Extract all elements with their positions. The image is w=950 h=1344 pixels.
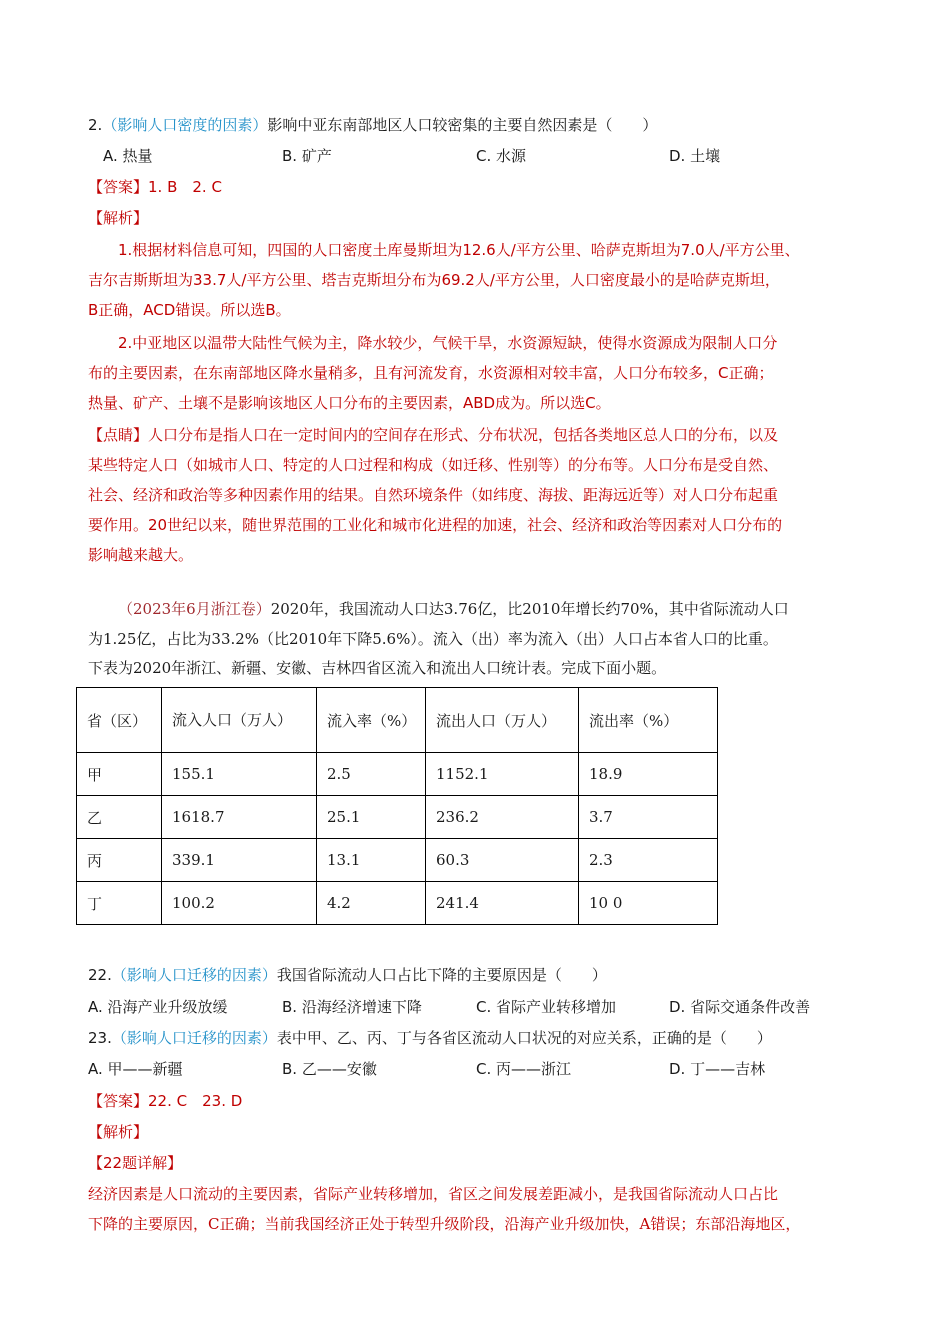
explanation-line: 吉尔吉斯斯坦为33.7人/平方公里、塔吉克斯坦分布为69.2人/平方公里，人口密度最小的是哈萨克斯坦， bbox=[88, 271, 780, 289]
option-b: B. 沿海经济增速下降 bbox=[282, 998, 422, 1016]
tip-line: 要作用。20世纪以来，随世界范围的工业化和城市化进程的加速，社会、经济和政治等因素对人口分布的 bbox=[88, 516, 783, 534]
answer-label: 【答案】 bbox=[88, 1092, 149, 1110]
table-cell: 2.5 bbox=[317, 753, 426, 796]
analysis-label: 【解析】 bbox=[88, 209, 149, 227]
table-cell: 1618.7 bbox=[162, 796, 317, 839]
question-23 bbox=[88, 1027, 772, 1049]
question-number: 22. bbox=[88, 966, 112, 984]
option-a: A. 甲——新疆 bbox=[88, 1060, 183, 1078]
table-cell: 339.1 bbox=[162, 839, 317, 882]
explanation-line: 2.中亚地区以温带大陆性气候为主，降水较少，气候干旱，水资源短缺，使得水资源成为限制人口分 bbox=[118, 334, 778, 352]
table-cell: 25.1 bbox=[317, 796, 426, 839]
material-source: （2023年6月浙江卷） bbox=[118, 600, 271, 618]
table-cell: 丙 bbox=[77, 839, 162, 882]
question-stem: 表中甲、乙、丙、丁与各省区流动人口状况的对应关系，正确的是（ ） bbox=[276, 1029, 772, 1047]
option-d: D. 省际交通条件改善 bbox=[669, 998, 811, 1016]
table-cell: 236.2 bbox=[426, 796, 579, 839]
question-number: 23. bbox=[88, 1029, 112, 1047]
table-row bbox=[77, 796, 718, 839]
population-table bbox=[76, 687, 718, 925]
explanation-line: 热量、矿产、土壤不是影响该地区人口分布的主要因素，ABD成为。所以选C。 bbox=[88, 394, 611, 412]
table-cell: 100.2 bbox=[162, 882, 317, 925]
table-cell: 3.7 bbox=[579, 796, 718, 839]
table-row bbox=[77, 839, 718, 882]
answer-line bbox=[88, 1090, 242, 1112]
option-c: C. 水源 bbox=[476, 147, 527, 165]
tip-section bbox=[88, 420, 868, 570]
detail-line: 下降的主要原因，C正确；当前我国经济正处于转型升级阶段，沿海产业升级加快，A错误；东部沿海地区， bbox=[88, 1215, 801, 1233]
question-stem: 我国省际流动人口占比下降的主要原因是（ ） bbox=[276, 966, 607, 984]
answer-text: 22. C 23. D bbox=[148, 1092, 243, 1110]
material-line-3: 下表为2020年浙江、新疆、安徽、吉林四省区流入和流出人口统计表。完成下面小题。 bbox=[88, 659, 667, 677]
option-b: B. 矿产 bbox=[282, 147, 332, 165]
question-number: 2. bbox=[88, 116, 103, 134]
tip-line: 社会、经济和政治等多种因素作用的结果。自然环境条件（如纬度、海拔、距海远近等）对人口分布起重 bbox=[88, 486, 779, 504]
explanation-line: 布的主要因素，在东南部地区降水量稍多，且有河流发育，水资源相对较丰富，人口分布较多，C正确； bbox=[88, 364, 774, 382]
header-cell: 流入人口（万人） bbox=[162, 688, 317, 753]
option-a: A. 沿海产业升级放缓 bbox=[88, 998, 228, 1016]
analysis-label: 【解析】 bbox=[88, 1123, 149, 1141]
table-cell: 155.1 bbox=[162, 753, 317, 796]
detail-line: 经济因素是人口流动的主要因素，省际产业转移增加，省区之间发展差距减小，是我国省际流动人口占比 bbox=[88, 1185, 779, 1203]
material-intro: （2023年6月浙江卷）2020年，我国流动人口达3.76亿，比2010年增长约70%，其中省际流动人口 bbox=[118, 600, 789, 618]
table-cell: 1152.1 bbox=[426, 753, 579, 796]
header-cell: 流入率（%） bbox=[317, 688, 426, 753]
topic-tag: （影响人口迁移的因素） bbox=[111, 1029, 277, 1047]
question-2 bbox=[88, 114, 657, 136]
table-row bbox=[77, 753, 718, 796]
option-c: C. 省际产业转移增加 bbox=[476, 998, 617, 1016]
table-cell: 4.2 bbox=[317, 882, 426, 925]
answer-line bbox=[88, 176, 222, 198]
material-line-2: 为1.25亿，占比为33.2%（比2010年下降5.6%）。流入（出）率为流入（出）人口占本省人口的比重。 bbox=[88, 630, 778, 648]
detail-22 bbox=[88, 1179, 868, 1239]
option-a: A. 热量 bbox=[103, 147, 153, 165]
header-cell: 流出率（%） bbox=[579, 688, 718, 753]
question-stem: 影响中亚东南部地区人口较密集的主要自然因素是（ ） bbox=[267, 116, 658, 134]
header-cell: 流出人口（万人） bbox=[426, 688, 579, 753]
option-c: C. 丙——浙江 bbox=[476, 1060, 572, 1078]
table-cell: 乙 bbox=[77, 796, 162, 839]
table-row bbox=[77, 882, 718, 925]
topic-tag: （影响人口迁移的因素） bbox=[111, 966, 277, 984]
explanation-2 bbox=[88, 328, 888, 418]
table-cell: 241.4 bbox=[426, 882, 579, 925]
topic-tag: （影响人口密度的因素） bbox=[102, 116, 268, 134]
answer-text: 1. B 2. C bbox=[148, 178, 222, 196]
detail-22-label: 【22题详解】 bbox=[88, 1154, 183, 1172]
tip-line: 影响越来越大。 bbox=[88, 546, 194, 564]
table-cell: 甲 bbox=[77, 753, 162, 796]
explanation-line: B正确，ACD错误。所以选B。 bbox=[88, 301, 291, 319]
table-cell: 18.9 bbox=[579, 753, 718, 796]
table-cell: 60.3 bbox=[426, 839, 579, 882]
option-b: B. 乙——安徽 bbox=[282, 1060, 377, 1078]
option-d: D. 丁——吉林 bbox=[669, 1060, 766, 1078]
table-cell: 10 0 bbox=[579, 882, 718, 925]
tip-label: 【点睛】 bbox=[88, 426, 149, 444]
tip-line: 【点睛】人口分布是指人口在一定时间内的空间存在形式、分布状况，包括各类地区总人口的分布，以及 bbox=[88, 426, 779, 444]
tip-line: 某些特定人口（如城市人口、特定的人口过程和构成（如迁移、性别等）的分布等。人口分布是受自然、 bbox=[88, 456, 779, 474]
option-d: D. 土壤 bbox=[669, 147, 721, 165]
explanation-1 bbox=[88, 235, 888, 325]
explanation-line: 1.根据材料信息可知，四国的人口密度土库曼斯坦为12.6人/平方公里、哈萨克斯坦为7.0人/平方公里、 bbox=[118, 241, 800, 259]
header-cell: 省（区） bbox=[77, 688, 162, 753]
question-22 bbox=[88, 964, 607, 986]
table-cell: 13.1 bbox=[317, 839, 426, 882]
answer-label: 【答案】 bbox=[88, 178, 149, 196]
table-header-row bbox=[77, 688, 718, 753]
table-cell: 2.3 bbox=[579, 839, 718, 882]
table-cell: 丁 bbox=[77, 882, 162, 925]
